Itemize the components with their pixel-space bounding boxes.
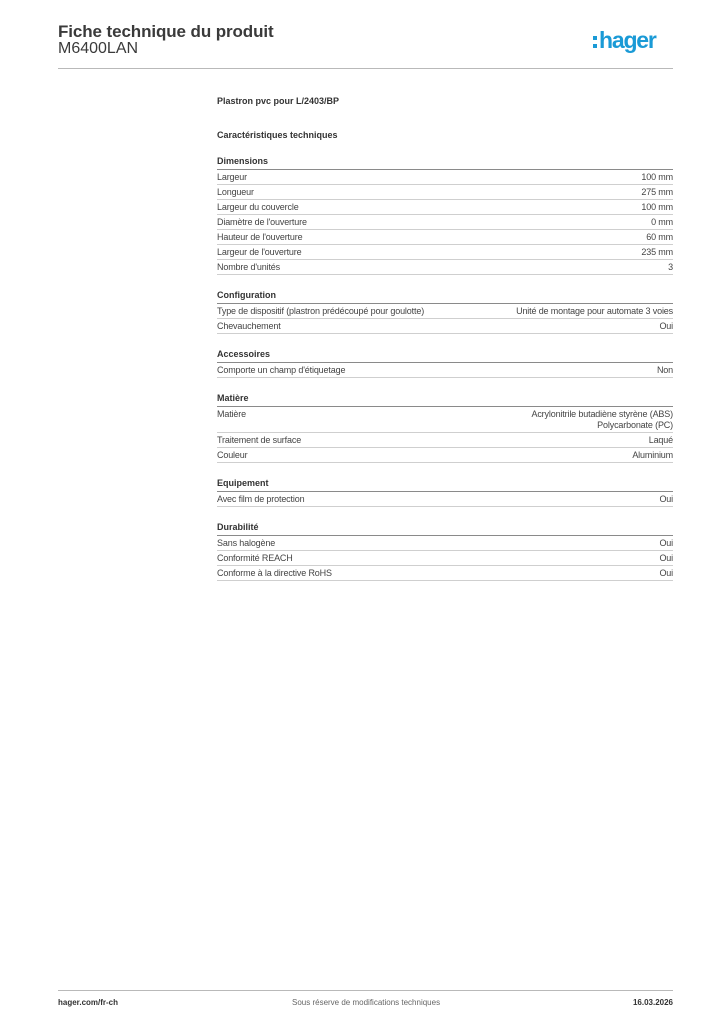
spec-row: [217, 566, 673, 581]
spec-section: [217, 393, 673, 463]
spec-section: [217, 156, 673, 275]
spec-section: [217, 478, 673, 507]
logo-text: hager: [599, 27, 656, 53]
spec-row: [217, 319, 673, 334]
spec-value: [531, 409, 673, 431]
spec-label: Nombre d'unités: [217, 262, 281, 272]
spec-row: [217, 230, 673, 245]
spec-value-line: Non: [656, 365, 673, 375]
spec-label: Couleur: [217, 450, 248, 460]
spec-value: [659, 568, 673, 579]
spec-value-line: Polycarbonate (PC): [597, 420, 673, 430]
spec-sections: [217, 156, 673, 581]
spec-section: [217, 290, 673, 334]
hager-logo: [593, 28, 677, 54]
spec-value-line: Unité de montage pour automate 3 voies: [516, 306, 673, 316]
footer-website: hager.com/fr-ch: [58, 998, 119, 1007]
spec-label: Avec film de protection: [217, 494, 305, 504]
footer-divider: [58, 990, 673, 991]
spec-value: [659, 553, 673, 564]
spec-label: Longueur: [217, 187, 254, 197]
spec-value: [516, 306, 673, 317]
spec-value: [641, 172, 673, 183]
spec-content: [217, 96, 673, 581]
spec-value: [632, 450, 673, 461]
section-title: Durabilité: [217, 522, 673, 536]
page-title: Fiche technique du produit: [58, 22, 274, 41]
spec-section: [217, 522, 673, 581]
spec-value: [659, 321, 673, 332]
spec-value: [641, 187, 673, 198]
spec-label: Conforme à la directive RoHS: [217, 568, 332, 578]
spec-value: [649, 435, 673, 446]
spec-value-line: 3: [668, 262, 673, 272]
spec-value: [668, 262, 673, 273]
footer-date: 16.03.2026: [632, 998, 673, 1007]
section-title: Matière: [217, 393, 673, 407]
spec-row: [217, 185, 673, 200]
spec-row: [217, 245, 673, 260]
spec-row: [217, 304, 673, 319]
spec-row: [217, 200, 673, 215]
spec-value: [659, 494, 673, 505]
spec-value: [651, 217, 673, 228]
spec-value-line: 100 mm: [641, 202, 673, 212]
spec-value: [657, 365, 673, 376]
spec-value: [641, 202, 673, 213]
tech-heading: Caractéristiques techniques: [217, 130, 338, 140]
spec-value-line: Oui: [659, 494, 673, 504]
spec-label: Diamètre de l'ouverture: [217, 217, 307, 227]
spec-label: Comporte un champ d'étiquetage: [217, 365, 346, 375]
spec-value: [646, 232, 673, 243]
spec-value: [659, 538, 673, 549]
spec-row: [217, 407, 673, 433]
spec-label: Sans halogène: [217, 538, 276, 548]
spec-value-line: Oui: [659, 553, 673, 563]
spec-label: Hauteur de l'ouverture: [217, 232, 303, 242]
section-title: Configuration: [217, 290, 673, 304]
spec-row: [217, 363, 673, 378]
spec-value-line: 100 mm: [641, 172, 673, 182]
spec-label: Type de dispositif (plastron prédécoupé pour goulotte): [217, 306, 425, 316]
spec-value-line: Oui: [659, 538, 673, 548]
spec-row: [217, 536, 673, 551]
spec-row: [217, 551, 673, 566]
spec-label: Chevauchement: [217, 321, 281, 331]
product-description: Plastron pvc pour L/2403/BP: [217, 96, 340, 106]
section-title: Equipement: [217, 478, 673, 492]
spec-value-line: Oui: [659, 321, 673, 331]
product-reference: M6400LAN: [58, 40, 139, 57]
header-divider: [58, 68, 673, 69]
section-title: Dimensions: [217, 156, 673, 170]
spec-label: Matière: [217, 409, 246, 419]
spec-value-line: 60 mm: [646, 232, 673, 242]
spec-label: Traitement de surface: [217, 435, 302, 445]
spec-value-line: 275 mm: [641, 187, 673, 197]
spec-value: [641, 247, 673, 258]
spec-section: [217, 349, 673, 378]
footer-disclaimer: Sous réserve de modifications techniques: [292, 998, 441, 1007]
spec-value-line: Acrylonitrile butadiène styrène (ABS): [531, 409, 673, 419]
spec-label: Largeur de l'ouverture: [217, 247, 302, 257]
spec-row: [217, 170, 673, 185]
logo-dots-icon: [593, 36, 597, 52]
spec-row: [217, 448, 673, 463]
spec-value-line: Oui: [659, 568, 673, 578]
spec-row: [217, 260, 673, 275]
spec-row: [217, 215, 673, 230]
spec-label: Conformité REACH: [217, 553, 293, 563]
spec-row: [217, 433, 673, 448]
spec-label: Largeur du couvercle: [217, 202, 299, 212]
spec-value-line: 235 mm: [641, 247, 673, 257]
section-title: Accessoires: [217, 349, 673, 363]
spec-label: Largeur: [217, 172, 247, 182]
spec-value-line: Laqué: [648, 435, 673, 445]
spec-value-line: 0 mm: [651, 217, 673, 227]
spec-value-line: Aluminium: [632, 450, 673, 460]
spec-row: [217, 492, 673, 507]
